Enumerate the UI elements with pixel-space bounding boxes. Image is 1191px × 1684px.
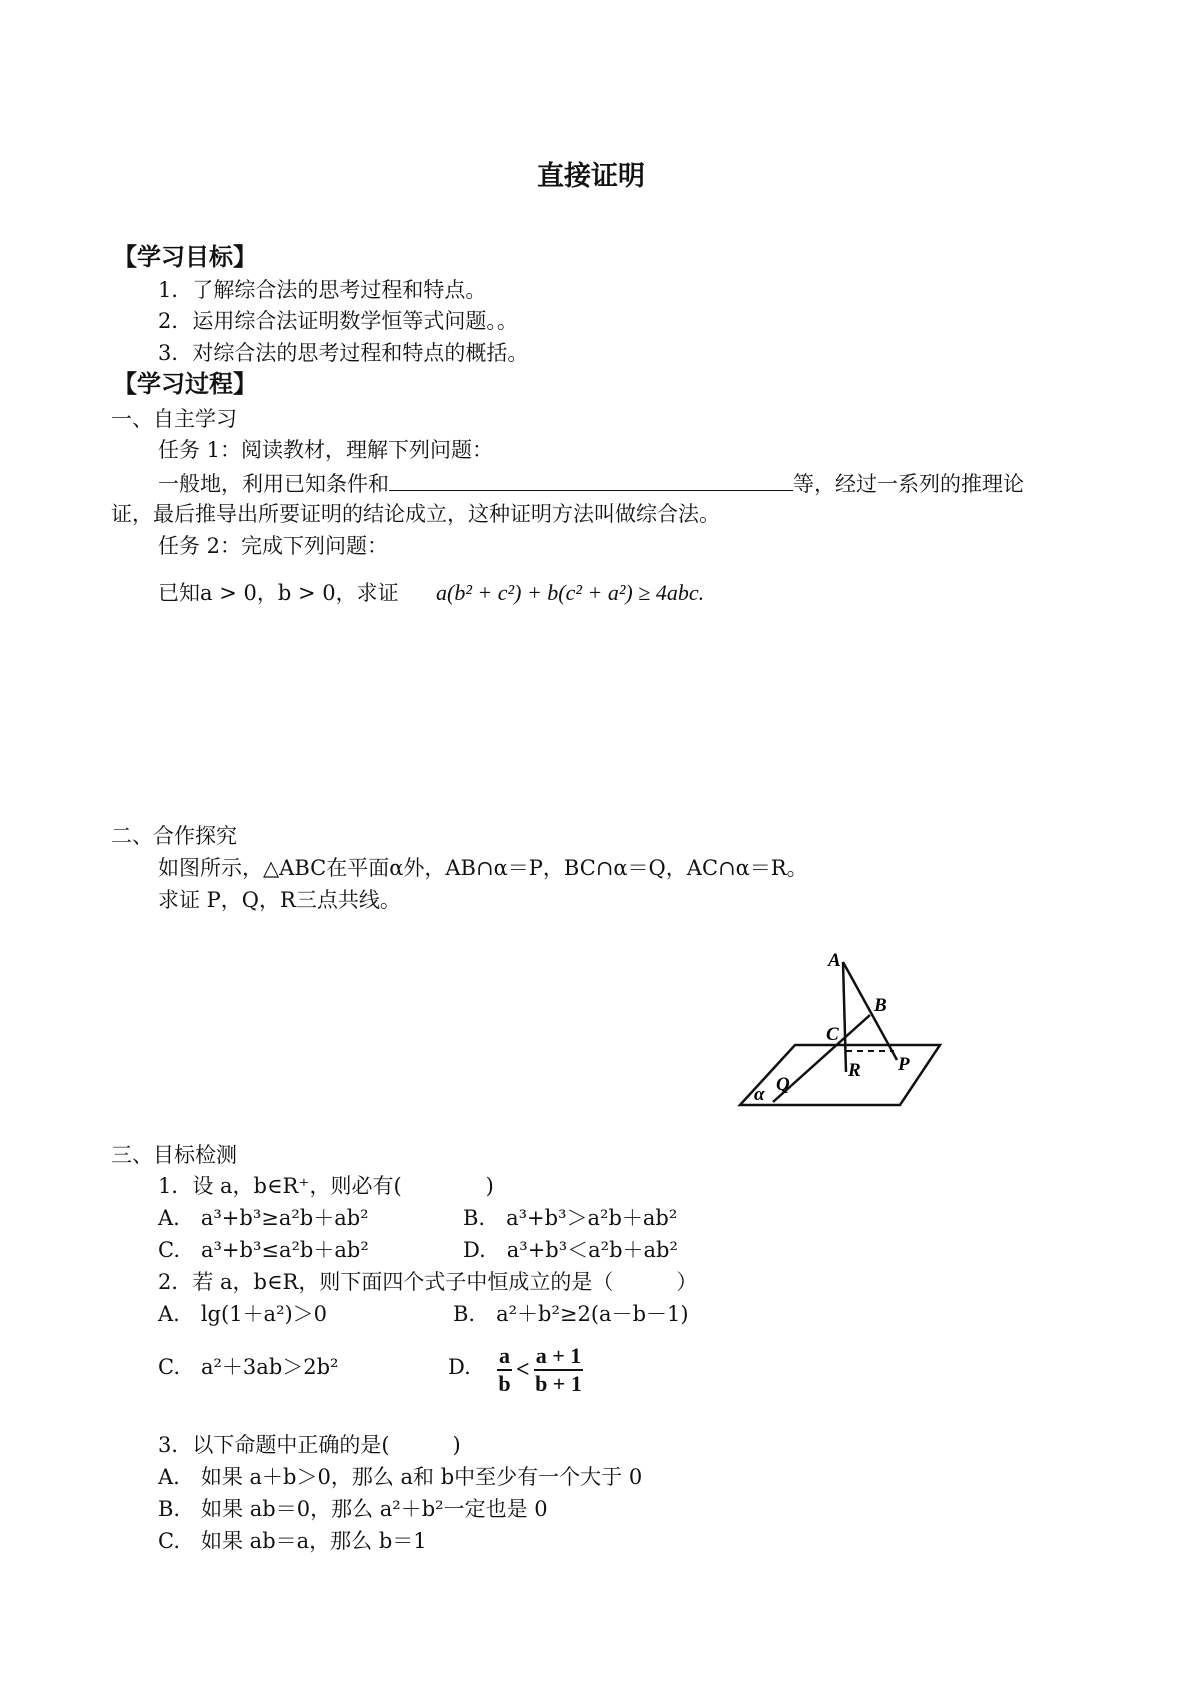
process-header: 【学习过程】: [113, 370, 257, 398]
label-a: A: [828, 950, 841, 971]
q3-option-a: A. 如果 a＋b＞0，那么 a和 b中至少有一个大于 0: [158, 1465, 643, 1489]
q1-option-b: B. a³+b³＞a²b＋ab²: [463, 1206, 678, 1230]
part2-prove-line: 求证 P，Q，R三点共线。: [158, 888, 401, 912]
part2-heading: 二、合作探究: [111, 824, 237, 848]
question-3-stem: 3．以下命题中正确的是( ): [158, 1433, 461, 1457]
label-b: B: [874, 995, 887, 1016]
question-1-stem: 1．设 a，b∈R⁺，则必有( ): [158, 1174, 494, 1198]
problem-given: 已知a > 0，b > 0，求证: [158, 581, 399, 605]
q3-option-c: C. 如果 ab＝a，那么 b＝1: [158, 1529, 427, 1553]
rhs-numerator: a + 1: [534, 1343, 584, 1371]
task2-text: 任务 2：完成下列问题：: [158, 534, 389, 558]
fill-in-blank[interactable]: [389, 470, 793, 491]
q2-option-c: C. a²＋3ab＞2b²: [158, 1355, 339, 1379]
segment-ar: [843, 962, 846, 1072]
q2-option-d-expression: [497, 1343, 583, 1398]
part3-heading: 三、目标检测: [111, 1143, 237, 1167]
q1-option-d: D. a³+b³＜a²b＋ab²: [463, 1238, 678, 1262]
label-p: P: [898, 1054, 910, 1075]
q2-option-a: A. lg(1＋a²)＞0: [158, 1302, 328, 1326]
task1-text: 任务 1：阅读教材，理解下列问题：: [158, 438, 494, 462]
lhs-denominator: b: [498, 1371, 511, 1397]
definition-line-1: [158, 470, 1024, 496]
page-title: 直接证明: [537, 161, 645, 192]
less-than-sign: <: [516, 1356, 530, 1383]
label-c: C: [826, 1024, 839, 1045]
label-r: R: [848, 1060, 861, 1081]
q3-option-b: B. 如果 ab＝0，那么 a²＋b²一定也是 0: [158, 1497, 548, 1521]
goal-item: 3．对综合法的思考过程和特点的概括。: [158, 341, 529, 365]
plane-alpha: [740, 1045, 940, 1105]
fraction-lhs: [497, 1343, 512, 1398]
definition-prefix: 一般地，利用已知条件和: [158, 472, 389, 496]
lhs-numerator: a: [497, 1343, 512, 1371]
definition-line-2: 证，最后推导出所要证明的结论成立，这种证明方法叫做综合法。: [111, 502, 720, 526]
part2-problem-line: 如图所示，△ABC在平面α外，AB∩α＝P，BC∩α＝Q，AC∩α＝R。: [158, 856, 808, 880]
goal-item: 2．运用综合法证明数学恒等式问题。。: [158, 309, 518, 333]
label-q: Q: [776, 1074, 790, 1095]
q1-option-a: A. a³+b³≥a²b＋ab²: [158, 1206, 369, 1230]
q1-option-c: C. a³+b³≤a²b＋ab²: [158, 1238, 369, 1262]
question-2-stem: 2．若 a，b∈R，则下面四个式子中恒成立的是（ ）: [158, 1270, 698, 1294]
label-alpha: α: [754, 1084, 765, 1105]
part1-heading: 一、自主学习: [111, 407, 237, 431]
q2-option-b: B. a²＋b²≥2(a－b－1): [453, 1302, 689, 1326]
geometry-figure: [730, 940, 950, 1110]
fraction-rhs: [534, 1343, 584, 1398]
q2-option-d-label: D.: [448, 1355, 471, 1379]
problem-formula: a(b² + c²) + b(c² + a²) ≥ 4abc.: [436, 580, 705, 605]
rhs-denominator: b + 1: [535, 1371, 582, 1397]
definition-suffix: 等，经过一系列的推理论: [793, 472, 1024, 496]
goal-item: 1．了解综合法的思考过程和特点。: [158, 278, 487, 302]
goals-header: 【学习目标】: [113, 243, 257, 271]
